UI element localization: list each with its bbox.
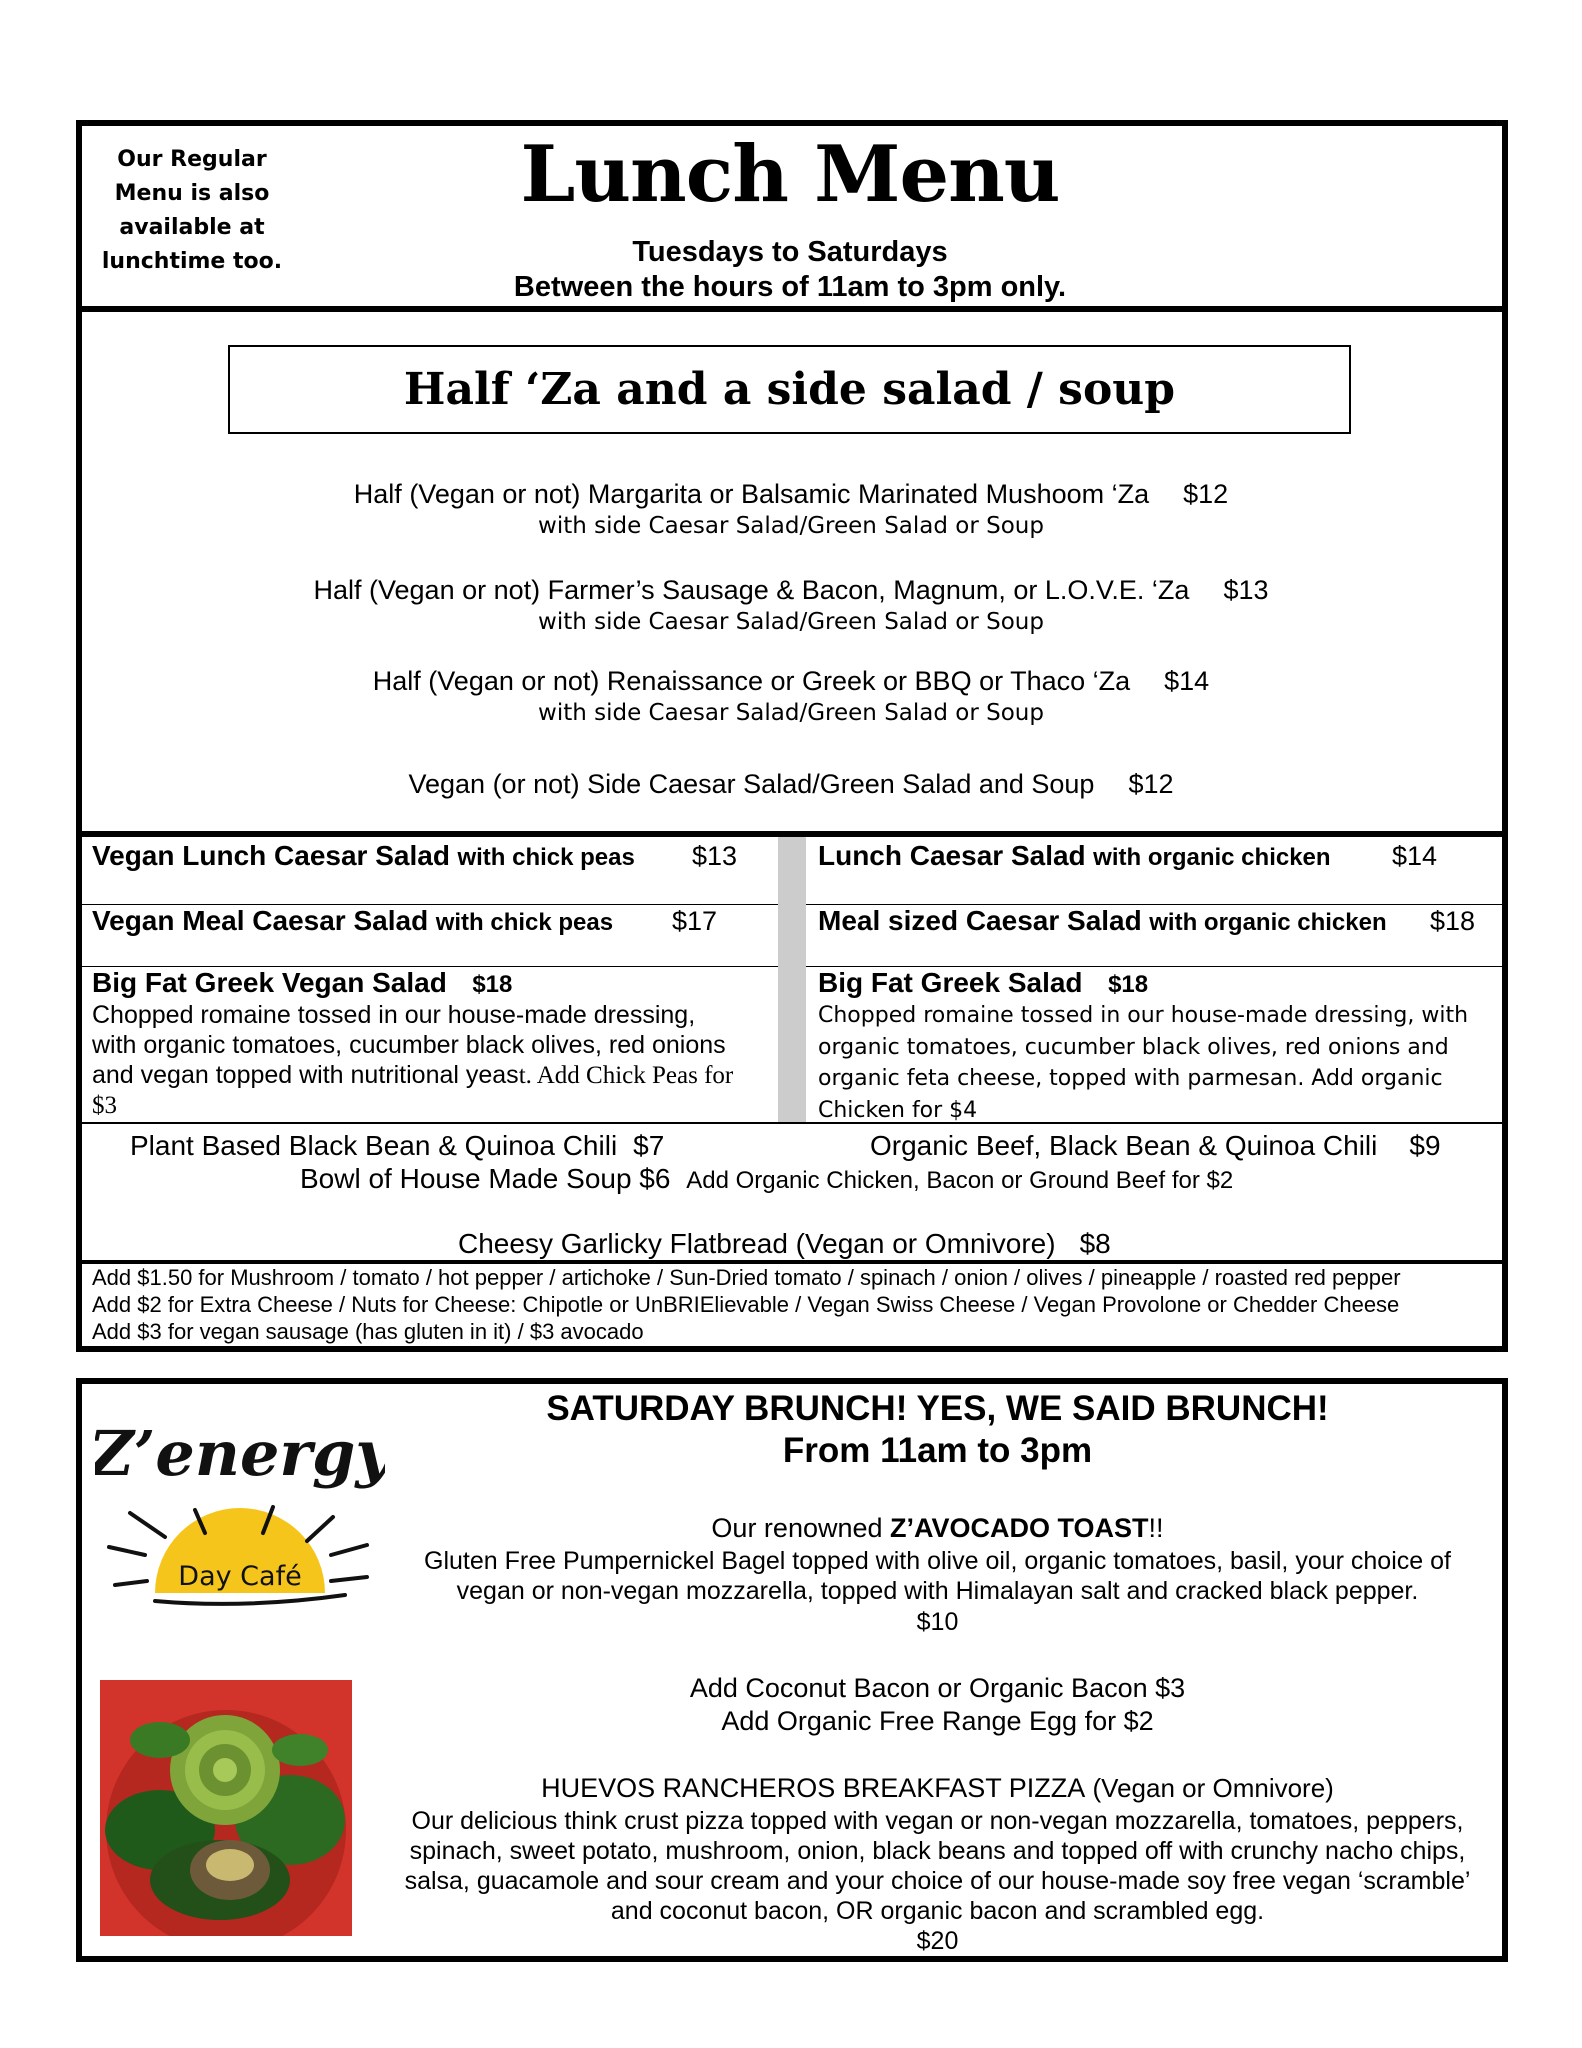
salad-right-3-desc: Chopped romaine tossed in our house-made dressing, with organic tomatoes, cucumber black olives, red onions and organic feta cheese, topped with parmesan. Add organic Chicken for $4: [818, 1003, 1469, 1123]
half-za-price-2: $13: [1223, 575, 1269, 605]
half-za-side-1: with side Caesar Salad/Green Salad or Soup: [538, 513, 1044, 539]
half-za-item-4: Vegan (or not) Side Caesar Salad/Green Salad and Soup $12: [408, 769, 1174, 799]
addon-line-1: Add $1.50 for Mushroom / tomato / hot pepper / artichoke / Sun-Dried tomato / spinach / onion / olives / pineapple / roasted red pepper: [92, 1265, 1401, 1290]
salad-right-2: Meal sized Caesar Salad with organic chicken $18: [818, 905, 1476, 936]
half-za-price-3: $14: [1164, 666, 1210, 696]
brunch-addon-2: Add Organic Free Range Egg for $2: [721, 1706, 1154, 1736]
salad-column-divider: [778, 837, 806, 1123]
pizza-desc-4: and coconut bacon, OR organic bacon and scrambled egg.: [610, 1897, 1265, 1925]
brunch-heading: SATURDAY BRUNCH! YES, WE SAID BRUNCH!: [546, 1389, 1329, 1428]
avocado-toast-title: Our renowned Z’AVOCADO TOAST!!: [711, 1513, 1164, 1543]
pizza-desc-3: salsa, guacamole and sour cream and your choice of our house-made soy free vegan ‘scramble’: [404, 1867, 1471, 1895]
salad-right-1-price: $14: [1392, 841, 1438, 871]
half-za-heading: Half ‘Za and a side salad / soup: [403, 364, 1176, 415]
zenergy-logo: [95, 1395, 385, 1613]
flatbread: Cheesy Garlicky Flatbread (Vegan or Omnivore) $8: [458, 1228, 1111, 1259]
salad-right-3-price: $18: [1108, 971, 1149, 998]
addon-line-2: Add $2 for Extra Cheese / Nuts for Cheese: Chipotle or UnBRIElievable / Vegan Swiss Cheese / Vegan Provolone or Chedder Cheese: [92, 1292, 1400, 1317]
chili-beef: Organic Beef, Black Bean & Quinoa Chili $9: [870, 1130, 1441, 1161]
regular-menu-note: Our Regular Menu is also available at lunchtime too.: [101, 147, 283, 274]
chili-vegan: Plant Based Black Bean & Quinoa Chili $7: [130, 1130, 665, 1161]
chili-beef-price: $9: [1409, 1130, 1441, 1161]
pizza-title: HUEVOS RANCHEROS BREAKFAST PIZZA (Vegan or Omnivore): [541, 1773, 1334, 1803]
half-za-side-2: with side Caesar Salad/Green Salad or Soup: [538, 609, 1044, 635]
service-hours: Between the hours of 11am to 3pm only.: [513, 271, 1067, 303]
salad-left-3: Big Fat Greek Vegan Salad $18: [92, 967, 513, 998]
pizza-price: $20: [916, 1927, 959, 1955]
soup-bowl: Bowl of House Made Soup $6 Add Organic Chicken, Bacon or Ground Beef for $2: [300, 1163, 1234, 1194]
soup-addon: Add Organic Chicken, Bacon or Ground Beef for $2: [686, 1167, 1234, 1194]
addon-line-3: Add $3 for vegan sausage (has gluten in it) / $3 avocado: [92, 1319, 644, 1344]
salad-left-3-desc: Chopped romaine tossed in our house-made dressing, with organic tomatoes, cucumber black olives, red onions and vegan topped with nutritional yeast. Add Chick Peas for $3: [92, 1001, 734, 1119]
salad-right-1: Lunch Caesar Salad with organic chicken $14: [818, 840, 1438, 871]
salad-left-2-price: $17: [672, 906, 718, 936]
logo-brand-text: Z’energy: [95, 1417, 385, 1490]
flatbread-price: $8: [1079, 1228, 1111, 1259]
half-za-item-3: Half (Vegan or not) Renaissance or Greek or BBQ or Thaco ‘Za $14: [372, 666, 1210, 696]
pizza-desc-2: spinach, sweet potato, mushroom, onion, black beans and topped off with crunchy nacho chips,: [409, 1837, 1466, 1865]
avocado-toast-desc-2: vegan or non-vegan mozzarella, topped with Himalayan salt and cracked black pepper.: [456, 1577, 1419, 1605]
half-za-heading-box: [228, 345, 1351, 434]
pizza-desc-1: Our delicious think crust pizza topped with vegan or non-vegan mozzarella, tomatoes, peppers,: [411, 1807, 1464, 1835]
salad-plate-image: [100, 1680, 352, 1936]
chili-vegan-price: $7: [633, 1130, 665, 1161]
half-za-price-4: $12: [1128, 769, 1174, 799]
half-za-item-1: Half (Vegan or not) Margarita or Balsamic Marinated Mushoom ‘Za $12: [353, 479, 1229, 509]
half-za-item-2: Half (Vegan or not) Farmer’s Sausage & Bacon, Magnum, or L.O.V.E. ‘Za $13: [313, 575, 1269, 605]
header-divider: [76, 306, 1508, 312]
brunch-addon-1: Add Coconut Bacon or Organic Bacon $3: [689, 1673, 1186, 1703]
logo-graphic: [95, 1395, 385, 1613]
half-za-price-1: $12: [1183, 479, 1229, 509]
avocado-toast-desc-1: Gluten Free Pumpernickel Bagel topped with olive oil, organic tomatoes, basil, your choice of: [424, 1547, 1451, 1575]
salad-left-2: Vegan Meal Caesar Salad with chick peas $17: [92, 905, 718, 936]
salad-right-3: Big Fat Greek Salad $18: [818, 967, 1149, 998]
page-title: Lunch Menu: [520, 129, 1060, 220]
food-photo: [100, 1680, 352, 1936]
brunch-hours: From 11am to 3pm: [782, 1431, 1093, 1470]
salad-left-1: Vegan Lunch Caesar Salad with chick peas $13: [92, 840, 738, 871]
service-days: Tuesdays to Saturdays: [632, 236, 948, 268]
half-za-side-3: with side Caesar Salad/Green Salad or Soup: [538, 700, 1044, 726]
avocado-toast-price: $10: [916, 1608, 959, 1636]
salad-left-3-price: $18: [472, 971, 513, 998]
salad-right-2-price: $18: [1430, 906, 1476, 936]
salad-left-1-price: $13: [692, 841, 738, 871]
logo-subtitle-text: Day Café: [178, 1561, 302, 1592]
